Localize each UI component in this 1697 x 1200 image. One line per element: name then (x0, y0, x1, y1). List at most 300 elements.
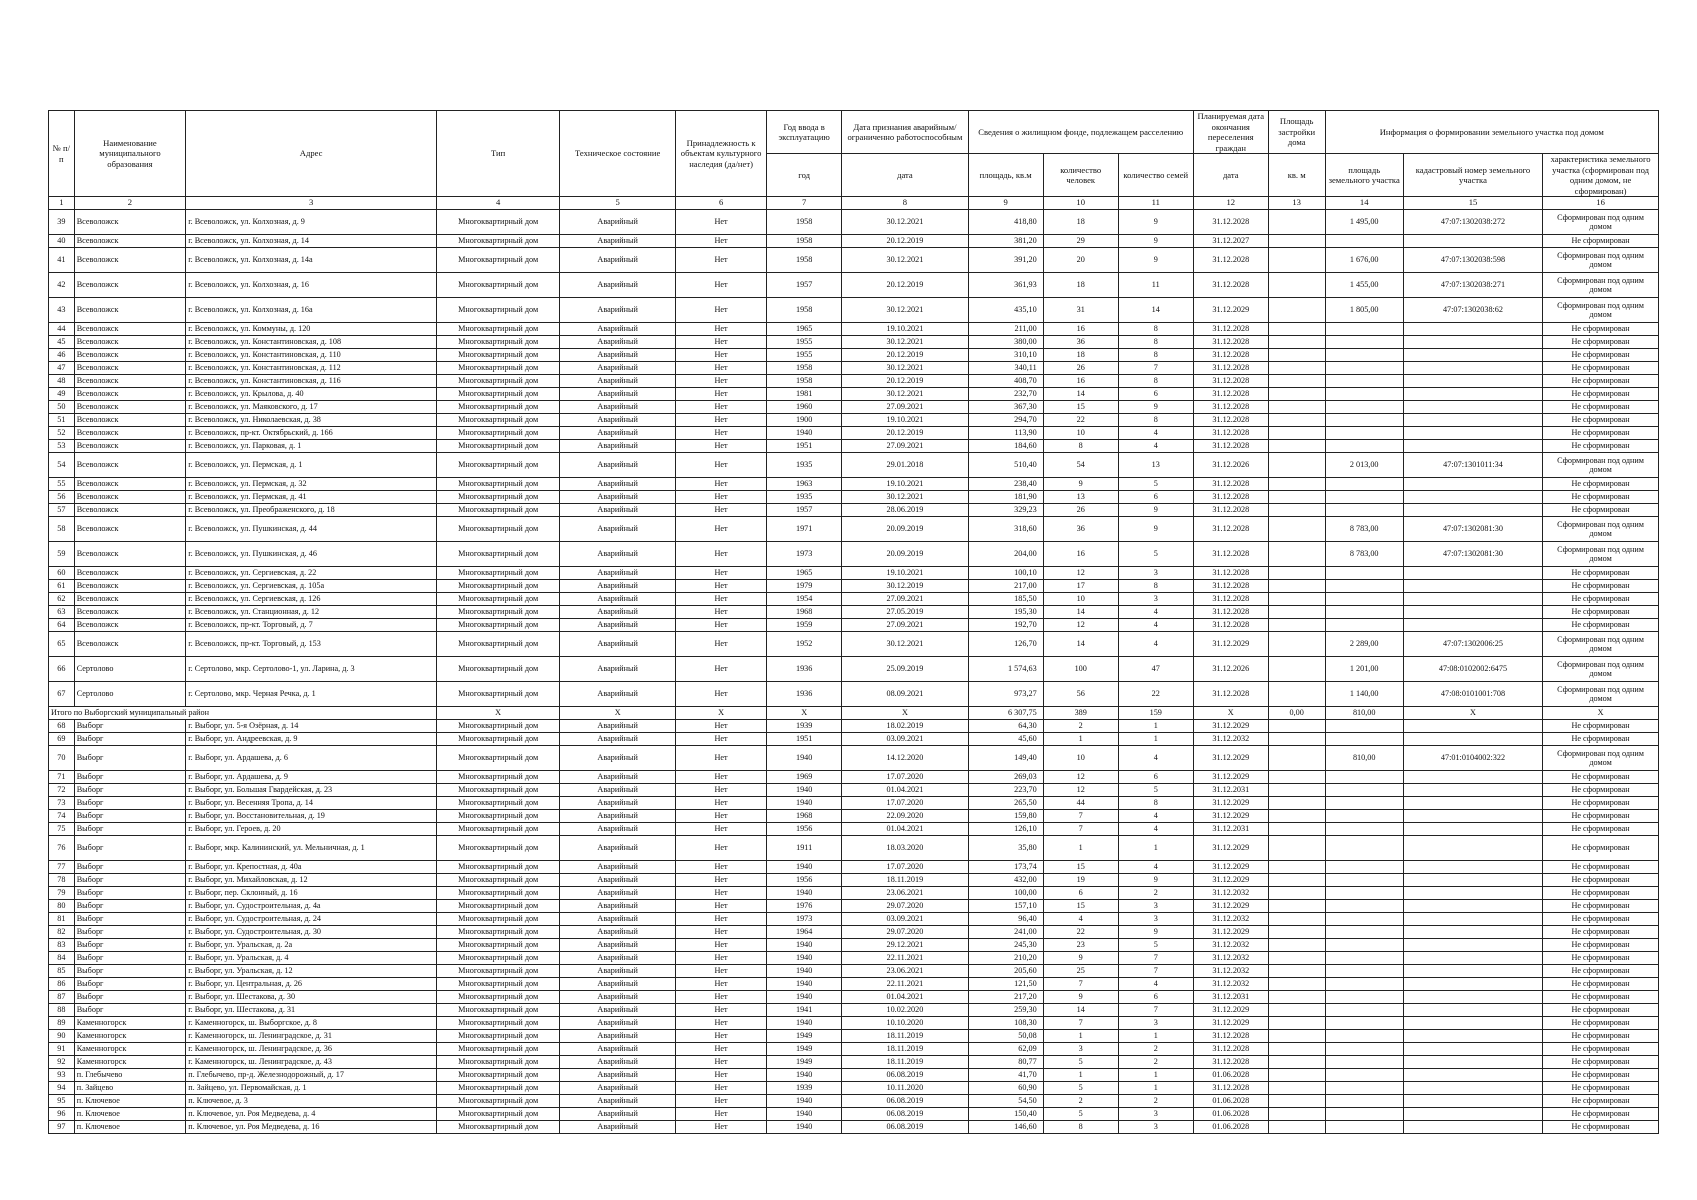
cell-area: 195,30 (968, 606, 1043, 619)
cell-people: 100 (1043, 657, 1118, 682)
cell-type: Многоквартирный дом (437, 965, 560, 978)
cell-cadastral (1403, 784, 1542, 797)
cell-land-char: Не сформирован (1543, 349, 1659, 362)
cell-land-area (1325, 504, 1403, 517)
cell-tech: Аварийный (560, 1017, 676, 1030)
cell-land-char: Не сформирован (1543, 887, 1659, 900)
cell-mo: Выборг (74, 978, 185, 991)
cell-mo: Выборг (74, 887, 185, 900)
cell-cadastral (1403, 823, 1542, 836)
cell-land-area: 2 289,00 (1325, 632, 1403, 657)
cell-cadastral (1403, 771, 1542, 784)
cell-land-char: Не сформирован (1543, 619, 1659, 632)
cell-date: 30.12.2019 (842, 580, 968, 593)
cell-date: 03.09.2021 (842, 733, 968, 746)
cell-planned: 31.12.2029 (1193, 1017, 1268, 1030)
cell-built-area (1268, 323, 1325, 336)
cell-tech: Аварийный (560, 440, 676, 453)
cell-num: 76 (49, 836, 75, 861)
cell-tech: Аварийный (560, 1004, 676, 1017)
cell-type: Многоквартирный дом (437, 1056, 560, 1069)
cell-type: Многоквартирный дом (437, 1043, 560, 1056)
cell-people: 1 (1043, 836, 1118, 861)
cell-people: 18 (1043, 210, 1118, 235)
cell-people: 7 (1043, 1017, 1118, 1030)
cell-built-area (1268, 733, 1325, 746)
cell-people: 15 (1043, 861, 1118, 874)
cell-families: 4 (1118, 810, 1193, 823)
cell-built-area (1268, 1043, 1325, 1056)
cell-planned: 31.12.2028 (1193, 388, 1268, 401)
cell-culture: Нет (676, 323, 767, 336)
cell-year: 1940 (767, 952, 842, 965)
cell-land-char: Не сформирован (1543, 926, 1659, 939)
cell-mo: Всеволожск (74, 632, 185, 657)
cell-land-area (1325, 1017, 1403, 1030)
cell-people: 29 (1043, 235, 1118, 248)
cell-tech: Аварийный (560, 965, 676, 978)
cell-address: г. Выборг, ул. Судостроительная, д. 30 (186, 926, 437, 939)
cell-land-area (1325, 1082, 1403, 1095)
cell-address: г. Всеволожск, ул. Колхозная, д. 9 (186, 210, 437, 235)
cell-planned: 31.12.2029 (1193, 926, 1268, 939)
cell-planned: 31.12.2026 (1193, 657, 1268, 682)
cell-families: 9 (1118, 874, 1193, 887)
cell-mo: Всеволожск (74, 375, 185, 388)
column-number: 8 (842, 197, 968, 210)
cell-area: 380,00 (968, 336, 1043, 349)
cell-people: 7 (1043, 978, 1118, 991)
cell-tech: Аварийный (560, 913, 676, 926)
cell-year: 1940 (767, 784, 842, 797)
cell-year: 1958 (767, 235, 842, 248)
cell-year: 1979 (767, 580, 842, 593)
header-type: Тип (437, 111, 560, 197)
cell-planned: 31.12.2028 (1193, 1030, 1268, 1043)
cell-land-char: Не сформирован (1543, 771, 1659, 784)
cell-planned: 31.12.2028 (1193, 619, 1268, 632)
cell-culture: Нет (676, 298, 767, 323)
cell-year: 1940 (767, 746, 842, 771)
cell-people: 15 (1043, 401, 1118, 414)
cell-address: г. Всеволожск, ул. Пермская, д. 41 (186, 491, 437, 504)
cell-year: 1949 (767, 1043, 842, 1056)
cell-land-char: Не сформирован (1543, 235, 1659, 248)
cell-area: 510,40 (968, 453, 1043, 478)
cell-date: 29.01.2018 (842, 453, 968, 478)
cell-families: 2 (1118, 1056, 1193, 1069)
cell-num: 82 (49, 926, 75, 939)
cell-land-area (1325, 720, 1403, 733)
cell-mo: п. Ключевое (74, 1095, 185, 1108)
cell-cadastral (1403, 593, 1542, 606)
cell-families: 4 (1118, 619, 1193, 632)
cell-year: 1940 (767, 978, 842, 991)
cell-type: Многоквартирный дом (437, 414, 560, 427)
cell-families: 8 (1118, 375, 1193, 388)
cell-address: г. Всеволожск, ул. Николаевская, д. 38 (186, 414, 437, 427)
cell-area: 217,00 (968, 580, 1043, 593)
table-row (49, 784, 1659, 797)
cell-families: 4 (1118, 427, 1193, 440)
cell-address: г. Выборг, ул. Судостроительная, д. 4а (186, 900, 437, 913)
cell-address: г. Выборг, ул. Центральная, д. 26 (186, 978, 437, 991)
cell-mo: Всеволожск (74, 542, 185, 567)
cell-year: 1940 (767, 427, 842, 440)
cell-land-char: Не сформирован (1543, 491, 1659, 504)
cell-date: 17.07.2020 (842, 797, 968, 810)
cell-families: 9 (1118, 504, 1193, 517)
cell-people: 6 (1043, 887, 1118, 900)
cell-land-char: Не сформирован (1543, 952, 1659, 965)
cell-mo: Всеволожск (74, 478, 185, 491)
cell-families: 3 (1118, 913, 1193, 926)
cell-culture: Нет (676, 440, 767, 453)
cell-area: 121,50 (968, 978, 1043, 991)
cell-num: 69 (49, 733, 75, 746)
column-number: 11 (1118, 197, 1193, 210)
cell-area: 113,90 (968, 427, 1043, 440)
cell-address: г. Выборг, ул. Уральская, д. 4 (186, 952, 437, 965)
cell-cadastral (1403, 861, 1542, 874)
cell-land-char: Не сформирован (1543, 606, 1659, 619)
cell-date: 30.12.2021 (842, 248, 968, 273)
cell-cadastral (1403, 375, 1542, 388)
cell-num: 71 (49, 771, 75, 784)
cell-area: 269,03 (968, 771, 1043, 784)
cell-address: г. Выборг, ул. Андреевская, д. 9 (186, 733, 437, 746)
cell-built-area (1268, 861, 1325, 874)
cell-year: 1964 (767, 926, 842, 939)
cell-land-char: Не сформирован (1543, 874, 1659, 887)
cell-date: 28.06.2019 (842, 504, 968, 517)
cell-land-char: Не сформирован (1543, 1121, 1659, 1134)
cell-tech: Аварийный (560, 836, 676, 861)
cell-year: 1960 (767, 401, 842, 414)
cell-people: 8 (1043, 440, 1118, 453)
cell-built-area (1268, 593, 1325, 606)
cell-area: 204,00 (968, 542, 1043, 567)
cell-cadastral: 47:07:1302006:25 (1403, 632, 1542, 657)
cell-num: 42 (49, 273, 75, 298)
cell-land-area (1325, 491, 1403, 504)
cell-tech: X (560, 707, 676, 720)
cell-culture: Нет (676, 926, 767, 939)
cell-num: 44 (49, 323, 75, 336)
cell-date: 22.09.2020 (842, 810, 968, 823)
table-row (49, 619, 1659, 632)
column-number: 12 (1193, 197, 1268, 210)
cell-land-area (1325, 900, 1403, 913)
cell-address: г. Сертолово, мкр. Черная Речка, д. 1 (186, 682, 437, 707)
cell-land-area (1325, 336, 1403, 349)
cell-people: 18 (1043, 349, 1118, 362)
table-row (49, 491, 1659, 504)
cell-culture: Нет (676, 797, 767, 810)
cell-tech: Аварийный (560, 336, 676, 349)
cell-cadastral: 47:07:1302038:271 (1403, 273, 1542, 298)
cell-num: 70 (49, 746, 75, 771)
cell-mo: Сертолово (74, 657, 185, 682)
cell-people: 14 (1043, 388, 1118, 401)
cell-date: 10.11.2020 (842, 1082, 968, 1095)
cell-land-char: Не сформирован (1543, 323, 1659, 336)
cell-year: 1939 (767, 1082, 842, 1095)
cell-mo: Выборг (74, 991, 185, 1004)
cell-num: 46 (49, 349, 75, 362)
table-row (49, 861, 1659, 874)
cell-num: 65 (49, 632, 75, 657)
cell-date: 29.07.2020 (842, 926, 968, 939)
cell-year: 1971 (767, 517, 842, 542)
cell-tech: Аварийный (560, 619, 676, 632)
cell-date: 25.09.2019 (842, 657, 968, 682)
cell-mo: Всеволожск (74, 349, 185, 362)
table-row (49, 375, 1659, 388)
cell-built-area (1268, 1004, 1325, 1017)
cell-year: 1959 (767, 619, 842, 632)
cell-mo: Всеволожск (74, 323, 185, 336)
cell-built-area (1268, 720, 1325, 733)
cell-cadastral (1403, 810, 1542, 823)
cell-families: 3 (1118, 1108, 1193, 1121)
cell-cadastral (1403, 887, 1542, 900)
cell-land-area (1325, 235, 1403, 248)
cell-address: г. Выборг, ул. Михайловская, д. 12 (186, 874, 437, 887)
cell-people: 1 (1043, 733, 1118, 746)
cell-built-area (1268, 580, 1325, 593)
cell-people: 16 (1043, 323, 1118, 336)
cell-land-char: Не сформирован (1543, 978, 1659, 991)
cell-land-area (1325, 913, 1403, 926)
cell-tech: Аварийный (560, 210, 676, 235)
cell-built-area (1268, 874, 1325, 887)
cell-area: 408,70 (968, 375, 1043, 388)
table-row (49, 991, 1659, 1004)
cell-area: 435,10 (968, 298, 1043, 323)
cell-built-area (1268, 1095, 1325, 1108)
cell-mo: Всеволожск (74, 235, 185, 248)
cell-address: г. Выборг, ул. Весенняя Тропа, д. 14 (186, 797, 437, 810)
table-row (49, 939, 1659, 952)
cell-families: 1 (1118, 733, 1193, 746)
cell-people: 44 (1043, 797, 1118, 810)
cell-tech: Аварийный (560, 797, 676, 810)
cell-families: 9 (1118, 926, 1193, 939)
cell-cadastral: X (1403, 707, 1542, 720)
cell-culture: Нет (676, 632, 767, 657)
cell-land-char: Не сформирован (1543, 836, 1659, 861)
cell-date: 10.02.2020 (842, 1004, 968, 1017)
cell-tech: Аварийный (560, 874, 676, 887)
cell-culture: Нет (676, 273, 767, 298)
cell-num: 73 (49, 797, 75, 810)
cell-num: 94 (49, 1082, 75, 1095)
cell-mo: п. Зайцево (74, 1082, 185, 1095)
cell-tech: Аварийный (560, 939, 676, 952)
cell-families: 6 (1118, 491, 1193, 504)
unit-area: площадь, кв.м (968, 154, 1043, 197)
cell-built-area (1268, 1121, 1325, 1134)
cell-culture: Нет (676, 1030, 767, 1043)
cell-tech: Аварийный (560, 682, 676, 707)
cell-cadastral (1403, 913, 1542, 926)
cell-mo: Выборг (74, 874, 185, 887)
cell-families: 4 (1118, 606, 1193, 619)
cell-tech: Аварийный (560, 504, 676, 517)
cell-planned: 31.12.2031 (1193, 823, 1268, 836)
column-number: 9 (968, 197, 1043, 210)
cell-planned: 31.12.2028 (1193, 567, 1268, 580)
cell-built-area (1268, 619, 1325, 632)
cell-mo: п. Ключевое (74, 1121, 185, 1134)
cell-land-area: 1 455,00 (1325, 273, 1403, 298)
cell-num: 87 (49, 991, 75, 1004)
cell-area: 149,40 (968, 746, 1043, 771)
cell-families: 14 (1118, 298, 1193, 323)
cell-cadastral (1403, 1030, 1542, 1043)
cell-num: 57 (49, 504, 75, 517)
cell-tech: Аварийный (560, 733, 676, 746)
cell-mo: Выборг (74, 926, 185, 939)
cell-area: 329,23 (968, 504, 1043, 517)
cell-tech: Аварийный (560, 771, 676, 784)
cell-address: г. Всеволожск, ул. Пермская, д. 32 (186, 478, 437, 491)
cell-address: г. Выборг, ул. Большая Гвардейская, д. 23 (186, 784, 437, 797)
cell-tech: Аварийный (560, 1056, 676, 1069)
cell-address: г. Всеволожск, ул. Сергиевская, д. 105а (186, 580, 437, 593)
cell-area: 185,50 (968, 593, 1043, 606)
cell-culture: Нет (676, 336, 767, 349)
cell-area: 45,60 (968, 733, 1043, 746)
cell-area: 100,00 (968, 887, 1043, 900)
cell-area: 184,60 (968, 440, 1043, 453)
cell-num: 49 (49, 388, 75, 401)
cell-families: 4 (1118, 978, 1193, 991)
cell-mo: Каменногорск (74, 1043, 185, 1056)
cell-date: X (842, 707, 968, 720)
cell-land-area (1325, 784, 1403, 797)
cell-families: 4 (1118, 861, 1193, 874)
cell-area: 64,30 (968, 720, 1043, 733)
cell-planned: 31.12.2029 (1193, 1004, 1268, 1017)
cell-type: Многоквартирный дом (437, 1121, 560, 1134)
cell-planned: 31.12.2028 (1193, 336, 1268, 349)
cell-type: Многоквартирный дом (437, 887, 560, 900)
cell-people: 22 (1043, 926, 1118, 939)
cell-year: 1940 (767, 861, 842, 874)
cell-planned: 31.12.2028 (1193, 427, 1268, 440)
unit-year: год (767, 154, 842, 197)
cell-num: 81 (49, 913, 75, 926)
cell-planned: 01.06.2028 (1193, 1095, 1268, 1108)
cell-mo: Всеволожск (74, 567, 185, 580)
cell-type: Многоквартирный дом (437, 427, 560, 440)
document-page (48, 110, 1659, 1134)
cell-num: 83 (49, 939, 75, 952)
cell-families: 8 (1118, 797, 1193, 810)
cell-people: 16 (1043, 375, 1118, 388)
cell-families: 8 (1118, 323, 1193, 336)
cell-land-char: Сформирован под одним домом (1543, 746, 1659, 771)
cell-address: г. Всеволожск, ул. Пермская, д. 1 (186, 453, 437, 478)
cell-people: 9 (1043, 952, 1118, 965)
cell-tech: Аварийный (560, 593, 676, 606)
table-row (49, 810, 1659, 823)
cell-planned: 01.06.2028 (1193, 1069, 1268, 1082)
cell-people: 3 (1043, 1043, 1118, 1056)
cell-year: 1940 (767, 797, 842, 810)
cell-area: 150,40 (968, 1108, 1043, 1121)
cell-land-char: Не сформирован (1543, 861, 1659, 874)
cell-families: 6 (1118, 991, 1193, 1004)
cell-type: Многоквартирный дом (437, 440, 560, 453)
cell-families: 4 (1118, 632, 1193, 657)
cell-type: Многоквартирный дом (437, 248, 560, 273)
cell-people: 4 (1043, 913, 1118, 926)
cell-type: Многоквартирный дом (437, 746, 560, 771)
cell-num: 66 (49, 657, 75, 682)
cell-cadastral (1403, 491, 1542, 504)
cell-address: г. Каменногорск, ш. Выборгское, д. 8 (186, 1017, 437, 1030)
cell-year: 1935 (767, 491, 842, 504)
header-culture: Принадлежность к объектам культурного наследия (да/нет) (676, 111, 767, 197)
cell-mo: Выборг (74, 746, 185, 771)
cell-culture: Нет (676, 453, 767, 478)
cell-date: 01.04.2021 (842, 991, 968, 1004)
cell-culture: Нет (676, 965, 767, 978)
cell-families: 1 (1118, 836, 1193, 861)
cell-land-area (1325, 861, 1403, 874)
column-number: 15 (1403, 197, 1542, 210)
table-row (49, 414, 1659, 427)
cell-people: 10 (1043, 746, 1118, 771)
cell-num: 53 (49, 440, 75, 453)
cell-year: 1940 (767, 991, 842, 1004)
cell-mo: Каменногорск (74, 1056, 185, 1069)
cell-culture: Нет (676, 1056, 767, 1069)
cell-area: 217,20 (968, 991, 1043, 1004)
cell-address: г. Выборг, пер. Склонный, д. 16 (186, 887, 437, 900)
cell-mo: Выборг (74, 965, 185, 978)
cell-families: 3 (1118, 567, 1193, 580)
cell-mo: Выборг (74, 784, 185, 797)
cell-land-char: Не сформирован (1543, 900, 1659, 913)
cell-built-area (1268, 375, 1325, 388)
cell-num: 78 (49, 874, 75, 887)
cell-date: 01.04.2021 (842, 823, 968, 836)
cell-year: 1965 (767, 567, 842, 580)
cell-cadastral (1403, 1069, 1542, 1082)
cell-land-area (1325, 965, 1403, 978)
cell-cadastral (1403, 388, 1542, 401)
cell-cadastral (1403, 720, 1542, 733)
cell-culture: Нет (676, 362, 767, 375)
cell-land-char: Сформирован под одним домом (1543, 210, 1659, 235)
cell-culture: Нет (676, 235, 767, 248)
cell-mo: Всеволожск (74, 336, 185, 349)
cell-address: г. Всеволожск, ул. Константиновская, д. 108 (186, 336, 437, 349)
cell-land-char: Не сформирован (1543, 1108, 1659, 1121)
cell-land-char: Не сформирован (1543, 478, 1659, 491)
cell-families: 5 (1118, 939, 1193, 952)
cell-families: 1 (1118, 720, 1193, 733)
cell-date: 06.08.2019 (842, 1095, 968, 1108)
cell-culture: Нет (676, 517, 767, 542)
cell-date: 18.02.2019 (842, 720, 968, 733)
cell-people: 14 (1043, 606, 1118, 619)
cell-families: 1 (1118, 1069, 1193, 1082)
